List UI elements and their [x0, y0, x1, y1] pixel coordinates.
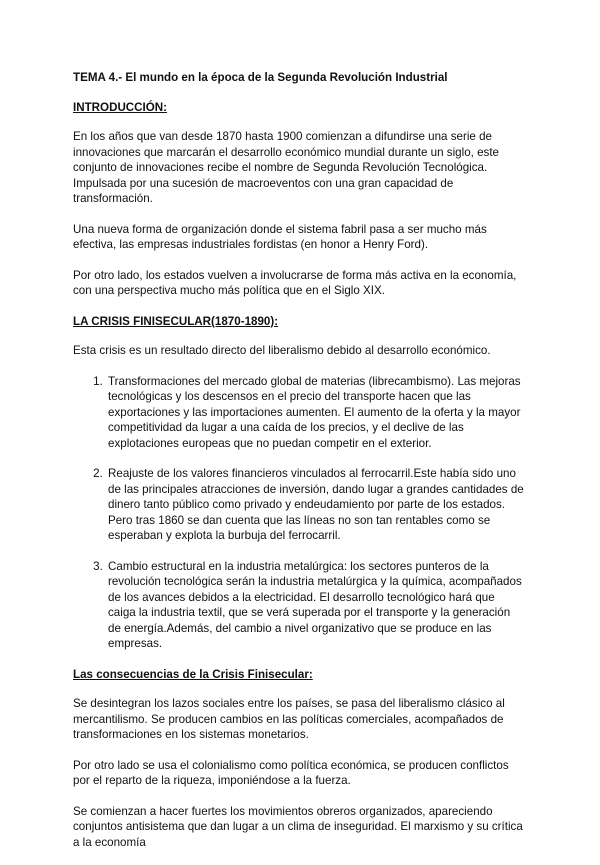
consequences-paragraph-1: Se desintegran los lazos sociales entre los países, se pasa del liberalismo clásico al mercantilismo. Se producen cambios en las políticas comerciales, acompañados de transformaciones en los sistemas monetarios. [73, 697, 505, 741]
list-item: 2. Reajuste de los valores financieros vinculados al ferrocarril.Este había sido uno de las principales atracciones de inversión, dando lugar a grandes cantidades de dinero tanto público como privado y endeudamiento por parte de los estados. Pero tras 1860 se dan cuenta que las líneas no son tan rentables como se esperaban y explota la burbuja del ferrocarril. [106, 466, 525, 544]
crisis-intro-paragraph: Esta crisis es un resultado directo del liberalismo debido al desarrollo económico. [73, 344, 491, 357]
consequences-heading: Las consecuencias de la Crisis Finisecular: [73, 667, 313, 681]
list-item: 1. Transformaciones del mercado global de materias (librecambismo). Las mejoras tecnológicas y los descensos en el precio del transporte hacen que las exportaciones y las importaciones aumenten. El aumento de la oferta y la mayor competitividad da lugar a una caída de los precios, y el declive de las explotaciones europeas que no puedan competir en el exterior. [106, 374, 525, 452]
consequences-paragraph-3: Se comienzan a hacer fuertes los movimientos obreros organizados, apareciendo conjuntos antisistema que dan lugar a un clima de inseguridad. El marxismo y su crítica a la economía [73, 804, 523, 849]
document-page [73, 70, 525, 865]
list-item: 3. Cambio estructural en la industria metalúrgica: los sectores punteros de la revolución tecnológica serán la industria metalúrgica y la química, acompañados de los avances debidos a la electricidad. El desarrollo tecnológico hará que caiga la industria textil, que se verá superada por el transporte y la generación de energía.Además, del cambio a nivel organizativo que se produce en las empresas. [106, 559, 525, 652]
consequences-paragraph-2: Por otro lado se usa el colonialismo como política económica, se producen conflictos por el reparto de la riqueza, imponiéndose a la fuerza. [73, 758, 509, 787]
crisis-heading: LA CRISIS FINISECULAR(1870-1890): [73, 314, 279, 328]
crisis-list [73, 374, 525, 652]
intro-paragraph-1: En los años que van desde 1870 hasta 1900 comienzan a difundirse una serie de innovaciones que marcarán el desarrollo económico mundial durante un siglo, este conjunto de innovaciones recibe el nombre de Segunda Revolución Tecnológica. Impulsada por una sucesión de macroeventos con una gran capacidad de transformación. [73, 130, 499, 205]
intro-paragraph-2: Una nueva forma de organización donde el sistema fabril pasa a ser mucho más efectiva, las empresas industriales fordistas (en honor a Henry Ford). [73, 222, 487, 251]
intro-heading: INTRODUCCIÓN: [73, 100, 168, 114]
document-title: TEMA 4.- El mundo en la época de la Segunda Revolución Industrial [73, 71, 448, 84]
intro-paragraph-3: Por otro lado, los estados vuelven a involucrarse de forma más activa en la economía, con una perspectiva mucho más política que en el Siglo XIX. [73, 268, 517, 297]
